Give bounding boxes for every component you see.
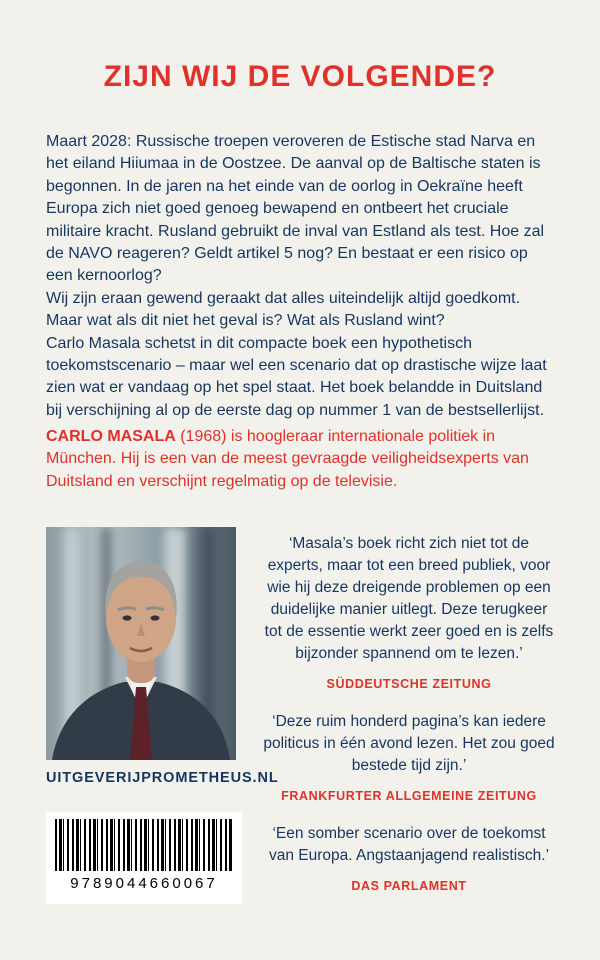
quote-source: FRANKFURTER ALLGEMEINE ZEITUNG — [281, 789, 537, 803]
quote-source: DAS PARLAMENT — [351, 879, 467, 893]
quote-text: ‘Een somber scenario over de toekomst van Europa. Angstaanjagend realistisch.’ — [268, 825, 550, 864]
press-quotes — [260, 533, 558, 913]
press-quote — [260, 823, 558, 893]
book-title: ZIJN WIJ DE VOLGENDE? — [103, 60, 497, 93]
author-bio — [46, 426, 556, 493]
quote-text: ‘Deze ruim honderd pagina’s kan iedere politicus in één avond lezen. Het zou goed bestede tijd zijn.’ — [263, 713, 555, 774]
press-quote — [260, 711, 558, 803]
quote-text: ‘Masala’s boek richt zich niet tot de experts, maar tot een breed publiek, voor wie hij deze dreigende problemen op een duidelijke manier uitlegt. Deze terugkeer tot de essentie werkt zeer goed en is zelfs bijzonder spannend om te lezen.’ — [264, 535, 554, 662]
author-name: CARLO MASALA — [46, 428, 176, 445]
press-quote — [260, 533, 558, 691]
synopsis-paragraph: Wij zijn eraan gewend geraakt dat alles uiteindelijk altijd goedkomt. Maar wat als dit niet het geval is? Wat als Rusland wint? — [46, 289, 521, 330]
barcode-bars — [55, 819, 233, 871]
synopsis-paragraph: Carlo Masala schetst in dit compacte boek een hypothetisch toekomstscenario – maar wel een scenario dat op drastische wijze laat zien wat er vandaag op het spel staat. Het boek belandde in Duitsland bij verschijning al op de eerste dag op nummer 1 van de bestsellerlijst. — [46, 334, 547, 419]
quote-source: SÜDDEUTSCHE ZEITUNG — [326, 677, 492, 691]
author-photo — [46, 527, 236, 760]
synopsis-paragraph: Maart 2028: Russische troepen veroveren de Estische stad Narva en het eiland Hiiumaa in de Oostzee. De aanval op de Baltische staten is begonnen. In de jaren na het einde van de oorlog in Oekraïne heeft Europa zich niet goed genoeg bewapend en ontbeert het cruciale militaire kracht. Rusland gebruikt de inval van Estland als test. Hoe zal de NAVO reageren? Geldt artikel 5 nog? En bestaat er een risico op een kernoorlog? — [46, 133, 545, 285]
author-bio-text: (1968) is hoogleraar internationale politiek in München. Hij is een van de meest gevraagde veiligheidsexperts van Duitsland en verschijnt regelmatig op de televisie. — [46, 428, 529, 490]
barcode-number: 9789044660067 — [70, 875, 218, 892]
synopsis — [46, 131, 556, 422]
barcode — [46, 812, 242, 904]
publisher-url: UITGEVERIJPROMETHEUS.NL — [46, 770, 279, 786]
